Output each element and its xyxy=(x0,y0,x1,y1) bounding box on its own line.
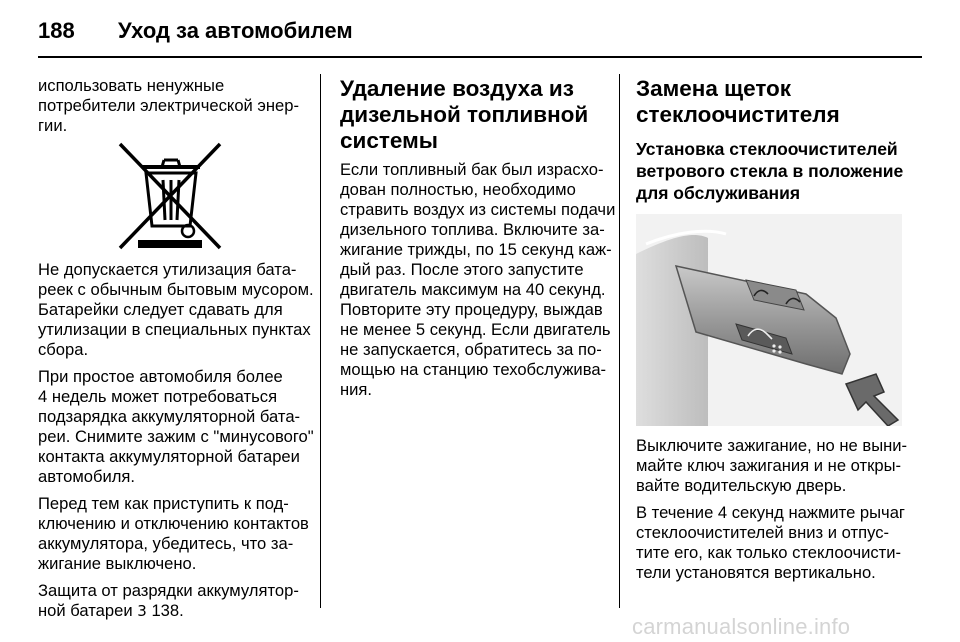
column-3 xyxy=(636,76,926,210)
reference-arrow-icon: 3 xyxy=(137,602,147,620)
crossed-out-wheelie-bin-icon xyxy=(118,142,222,250)
page-reference-link[interactable]: 3 138. xyxy=(137,601,184,620)
battery-disposal-paragraph: Не допускается утилизация бата- реек с обычным бытовым мусором. Батарейки следует сдавать для утилизации в специальных пунктах сбора. xyxy=(38,260,314,359)
diesel-bleeding-heading: Удаление воздуха из дизельной топливной системы xyxy=(340,76,589,153)
header-rule xyxy=(38,56,922,58)
column-1-body xyxy=(38,260,318,628)
column-divider-2 xyxy=(619,74,620,608)
page-header xyxy=(38,14,922,48)
column-2 xyxy=(340,76,616,407)
intro-paragraph: использовать ненужные потребители электрической энер- гии. xyxy=(38,76,300,135)
wiper-replacement-heading: Замена щеток стеклоочистителя xyxy=(636,76,840,127)
column-3-body xyxy=(636,436,926,590)
watermark: carmanualsonline.info xyxy=(632,614,851,639)
battery-protection-paragraph: Защита от разрядки аккумулятор- ной батареи 3 138. xyxy=(38,581,299,620)
wiper-lever-illustration xyxy=(636,214,902,426)
column-1 xyxy=(38,76,312,143)
page-number: 188 xyxy=(38,18,75,43)
battery-storage-paragraph: При простое автомобиля более 4 недель может потребоваться подзарядка аккумуляторной бата- реи. Снимите зажим с "минусового" контакта аккумуляторной батареи автомобиля. xyxy=(38,367,314,486)
wiper-service-position-subheading: Установка стеклоочистителей ветрового стекла в положение для обслуживания xyxy=(636,139,904,203)
wiper-lever-paragraph: В течение 4 секунд нажмите рычаг стеклоочистителей вниз и отпус- тите его, как только стеклоочисти- тели установятся вертикально. xyxy=(636,503,905,582)
column-divider-1 xyxy=(320,74,321,608)
ignition-off-paragraph: Выключите зажигание, но не выни- майте ключ зажигания и не откры- вайте водительскую дверь. xyxy=(636,436,908,495)
battery-connection-paragraph: Перед тем как приступить к под- ключению и отключению контактов аккумулятора, убедитесь, что за- жигание выключено. xyxy=(38,494,309,573)
diesel-bleeding-paragraph: Если топливный бак был израсхо- дован полностью, необходимо стравить воздух из системы подачи дизельного топлива. Включите за- жигание трижды, по 15 секунд каж- дый раз. После этого запустите двигатель максимум на 40 секунд. Повторите эту процедуру, выждав не менее 5 секунд. Если двигатель не запускается, обратитесь за по- мощью на станцию техобслужива- ния. xyxy=(340,160,616,399)
chapter-title: Уход за автомобилем xyxy=(118,18,353,43)
